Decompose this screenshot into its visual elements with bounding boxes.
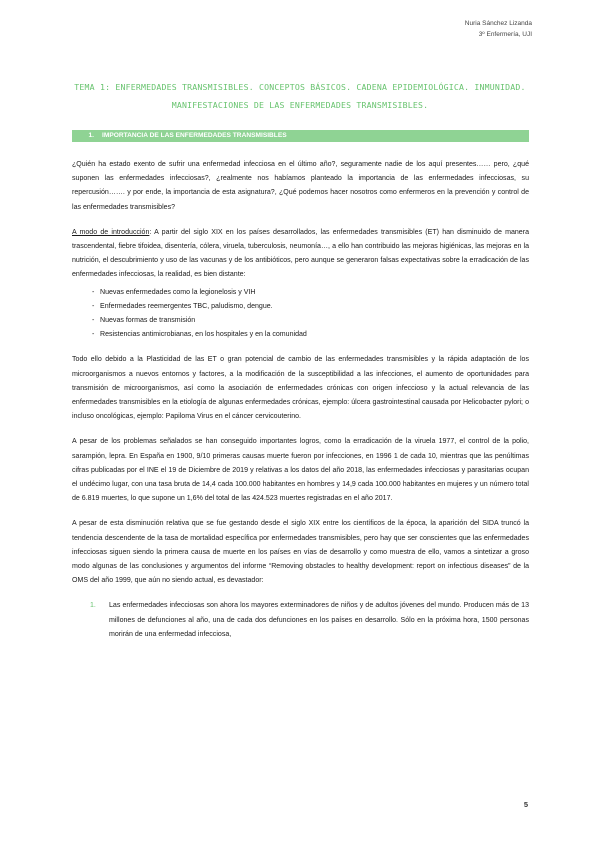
list-item: - Nuevas enfermedades como la legionelosis y VIH: [72, 286, 529, 300]
paragraph-plasticity: Todo ello debido a la Plasticidad de las ET o gran potencial de cambio de las enfermedades transmisibles y la rápida adaptación de los microorganismos a nuevos entornos y factores, a la modificación de la susceptibilidad a las infecciones, el aumento de oportunidades para transmisión de microorganismos, así como la asociación de enfermedades crónicas con origen infeccioso y la actual relevancia de las enfermedades transmisibles en la etiología de algunas enfermedades crónicas, ejemplo: úlcera gastrointestinal causada por Helicobacter pylori; o incluso oncológicas, ejemplo: Papiloma Virus en el cáncer cervicouterino.: [72, 356, 529, 421]
chapter-title-line1: TEMA 1: ENFERMEDADES TRANSMISIBLES. CONCEPTOS BÁSICOS. CADENA EPIDEMIOLÓGICA. INMUNIDAD.: [74, 82, 526, 92]
paragraph-aids-report: A pesar de esta disminución relativa que se fue gestando desde el siglo XIX entre los científicos de la época, la aparición del SIDA truncó la tendencia descendente de la tasa de mortalidad específica por enfermedades transmisibles, pero hay que ser conscientes que las enfermedades infecciosas siguen siendo la primera causa de muerte en los países en vías de desarrollo y como muestra de ello, vamos a sintetizar a groso modo algunas de las conclusiones y argumentos del informe “Removing obstacles to healthy development: report on infectious diseases” de la OMS del año 1999, que aún no siendo actual, es devastador:: [72, 520, 529, 585]
page-number: 5: [523, 800, 528, 809]
list-item: - Enfermedades reemergentes TBC, paludismo, dengue.: [72, 300, 529, 314]
item-text: Las enfermedades infecciosas son ahora los mayores exterminadores de niños y de adultos jóvenes del mundo. Producen más de 13 millones de defunciones al año, una de cada dos defunciones en los países en desarrollo. Sólo en la próxima hora, 1500 personas morirán de una enfermedad infecciosa,: [109, 602, 529, 638]
paragraph-intro-questions: ¿Quién ha estado exento de sufrir una enfermedad infecciosa en el último año?, seguramente nadie de los aquí presentes…… pero, ¿qué suponen las enfermedades infecciosas?, ¿realmente nos habíamos planteado la importancia de las enfermedades infecciosas, su repercusión……. y por ende, la importancia de esta asignatura?, ¿Qué podemos hacer nosotros como enfermeros en la prevención y control de las enfermedades transmisibles?: [72, 161, 529, 211]
introduction-text: : A partir del siglo XIX en los países desarrollados, las enfermedades transmisibles (ET) han disminuido de manera trascendental, fiebre tifoidea, disentería, cólera, viruela, tuberculosis, neumonía…, a ello han contribuido las mejoras higiénicas, las mejoras en la nutrición, el descubrimiento y uso de las vacunas y de los antibióticos, pero aunque se generaron falsas expectativas sobre la erradicación de las enfermedades infecciosas, la realidad, es bien distante:: [72, 228, 529, 279]
numbered-item: [72, 599, 529, 642]
list-item: - Resistencias antimicrobianas, en los hospitales y en la comunidad: [72, 328, 529, 342]
chapter-title: [70, 78, 530, 114]
introduction-label: A modo de introducción: [72, 228, 150, 236]
chapter-title-line2: MANIFESTACIONES DE LAS ENFERMEDADES TRANSMISIBLES.: [171, 100, 429, 110]
list-item: - Nuevas formas de transmisión: [72, 314, 529, 328]
paragraph-achievements: A pesar de los problemas señalados se han conseguido importantes logros, como la erradicación de la viruela 1977, el control de la polio, sarampión, lepra. En España en 1900, 9/10 primeras causas muerte fueron por infecciones, en 1996 1 de cada 10, mientras que las penúltimas cifras publicadas por el INE el 19 de Diciembre de 2019 y relativas a los datos del año 2018, las enfermedades infecciosas y parasitarias ocupan el undécimo lugar, con una tasa bruta de 14,4 cada 100.000 habitantes en hombres y 14,9 cada 100.000 habitantes en mujeres y un número total de 6.819 muertes, lo que supone un 1,6% del total de las 424.523 muertes registradas en el año 2017.: [72, 438, 529, 503]
section-heading-bar: [72, 130, 529, 142]
author-name: Nuria Sánchez Lizanda: [464, 20, 532, 27]
paragraph-introduction: [72, 226, 529, 283]
page-header: [465, 18, 532, 40]
section-number: 1.: [88, 132, 94, 139]
course-label: 3º Enfermería, UJI: [478, 31, 532, 38]
body-text: [72, 158, 529, 642]
report-conclusions-list: [72, 599, 529, 642]
item-number: 1.: [90, 602, 96, 610]
reality-list: [72, 286, 529, 343]
section-heading: IMPORTANCIA DE LAS ENFERMEDADES TRANSMISIBLES: [102, 132, 287, 139]
